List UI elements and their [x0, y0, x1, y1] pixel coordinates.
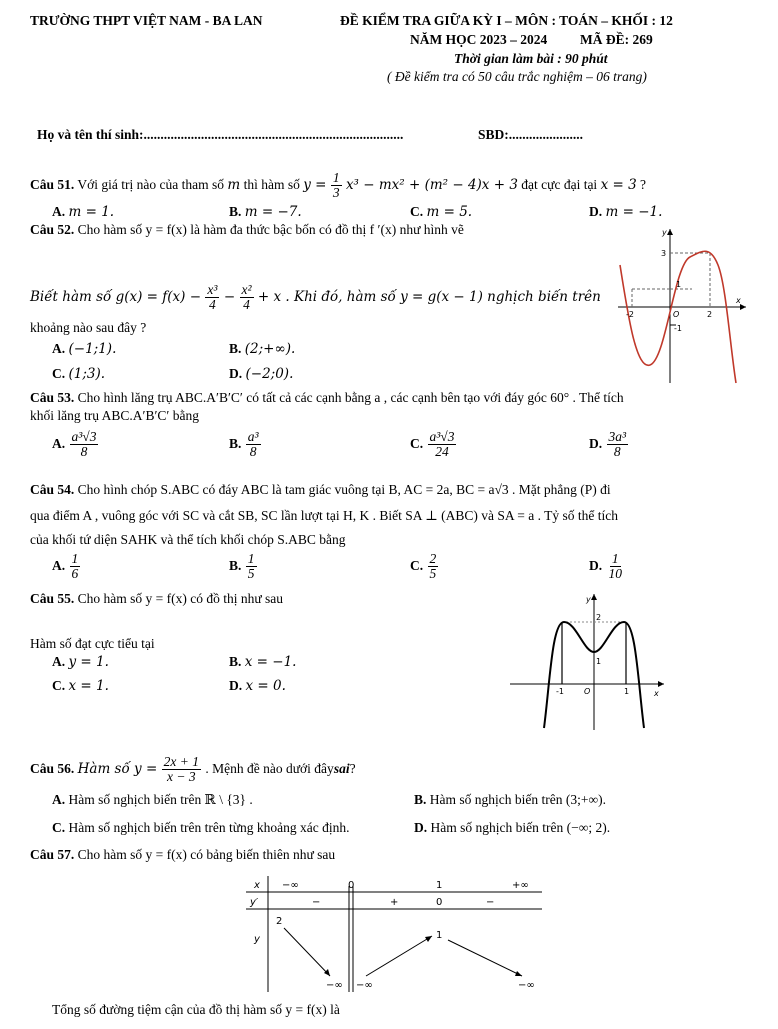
q55-option-a[interactable]	[52, 654, 109, 670]
q52-frac1-num: x³	[207, 282, 218, 298]
x-axis-arrow	[658, 681, 664, 687]
option-key: A.	[52, 557, 66, 573]
q54-option-d[interactable]	[589, 552, 625, 581]
question-57	[30, 847, 335, 863]
q52-line2	[30, 283, 601, 313]
option-key: D.	[229, 366, 243, 381]
q56-text-a: Hàm số y =	[77, 761, 158, 777]
option-text: (−1;1).	[68, 341, 117, 357]
q55-option-c[interactable]	[52, 678, 109, 694]
x-axis-label: x	[654, 689, 659, 698]
frac-num: a³	[247, 429, 259, 444]
option-key: B.	[229, 204, 242, 219]
option-key: C.	[410, 204, 424, 219]
sign-2: +	[390, 897, 399, 908]
q51-condition: x = 3	[600, 177, 637, 193]
option-key: C.	[52, 366, 66, 381]
option-key: C.	[410, 435, 424, 451]
q56-emph: sai	[333, 761, 350, 776]
frac-den: 8	[613, 444, 621, 460]
q56-frac-num: 2x + 1	[163, 754, 199, 770]
sign-zero: 0	[436, 897, 443, 908]
y-val-2: 2	[276, 916, 283, 927]
q55-label: Câu 55.	[30, 591, 75, 606]
school-name: TRƯỜNG THPT VIỆT NAM - BA LAN	[30, 13, 263, 28]
q53-option-c[interactable]	[410, 430, 457, 459]
q53-text: Cho hình lăng trụ ABC.A′B′C′ có tất cả các cạnh bằng a , các cạnh bên tạo với đáy góc 60° . Thể tích	[77, 390, 624, 405]
frac-den: 10	[608, 566, 622, 582]
q52-frac-2	[240, 283, 254, 312]
q57-label: Câu 57.	[30, 847, 75, 862]
y-axis-arrow	[667, 229, 673, 235]
option-text: m = −1.	[605, 204, 663, 220]
q56-option-a[interactable]	[52, 792, 253, 808]
x-val-neg-inf: −∞	[282, 880, 299, 891]
option-key: A.	[52, 204, 66, 219]
q51-option-a[interactable]	[52, 204, 114, 220]
q55-option-b[interactable]	[229, 654, 296, 670]
arrow-head-2	[425, 936, 432, 942]
exam-code: MÃ ĐỀ: 269	[580, 32, 653, 47]
question-55	[30, 591, 283, 607]
frac-den: 5	[247, 566, 255, 582]
sign-3: −	[486, 897, 495, 908]
option-key: A.	[52, 654, 66, 669]
q55-option-d[interactable]	[229, 678, 286, 694]
q55-function-graph	[508, 592, 668, 732]
tick-label-xm1: -1	[556, 687, 564, 696]
tick-label-ym1: -1	[674, 324, 682, 333]
q52-text: Cho hàm số y = f(x) là hàm đa thức bậc bốn có đồ thị f ′(x) như hình vẽ	[77, 222, 464, 237]
frac-den: 6	[71, 566, 79, 582]
exam-note: ( Đề kiểm tra có 50 câu trắc nghiệm – 06 trang)	[387, 69, 647, 84]
y-axis-label: y	[662, 228, 667, 237]
q56-text-b: . Mệnh đề nào dưới đây	[205, 761, 334, 776]
q51-qmark: ?	[640, 177, 647, 192]
q56-frac-den: x − 3	[167, 769, 196, 785]
q56-option-c[interactable]	[52, 820, 350, 836]
q53-label: Câu 53.	[30, 390, 75, 405]
x-val-1: 1	[436, 880, 443, 891]
frac-den: 8	[249, 444, 257, 460]
q52-line2-b: + x . Khi đó, hàm số y = g(x − 1) nghịch biến trên	[257, 289, 601, 305]
tick-label-x1: 1	[624, 687, 630, 696]
q52-minus: −	[223, 289, 236, 305]
q51-formula-right: x³ − mx² + (m² − 4)x + 3	[345, 177, 518, 193]
option-key: C.	[410, 557, 424, 573]
option-text: y = 1.	[68, 654, 109, 670]
q51-fraction	[331, 171, 342, 200]
q52-line3: khoảng nào sau đây ?	[30, 320, 147, 335]
q51-frac-num: 1	[332, 170, 340, 186]
tick-label-y1: 1	[596, 657, 602, 666]
frac-num: 1	[611, 551, 619, 566]
question-51	[30, 170, 646, 201]
q51-option-b[interactable]	[229, 204, 302, 220]
frac-num: 1	[71, 551, 79, 566]
x-axis-arrow	[740, 304, 746, 310]
q56-fraction	[162, 755, 201, 784]
q52-option-c[interactable]	[52, 366, 105, 382]
school-year: NĂM HỌC 2023 – 2024	[410, 32, 548, 47]
option-text: (−2;0).	[245, 366, 294, 382]
sbd-field: SBD:......................	[478, 127, 584, 142]
q51-text-a: Với giá trị nào của tham số	[77, 177, 225, 192]
frac-num: 1	[247, 551, 255, 566]
q51-text-c: đạt cực đại tại	[521, 177, 598, 192]
row-label-y: y	[254, 934, 260, 945]
q51-option-d[interactable]	[589, 204, 662, 220]
tick-label-y2: 2	[596, 613, 602, 622]
y-axis-arrow	[591, 594, 597, 600]
x-val-pos-inf: +∞	[512, 880, 529, 891]
option-text: m = 1.	[68, 204, 115, 220]
option-fraction	[246, 552, 257, 581]
q54-option-b[interactable]	[229, 552, 258, 581]
sign-1: −	[312, 897, 321, 908]
option-key: B.	[229, 341, 242, 356]
option-text: Hàm số nghịch biến trên (3;+∞).	[429, 792, 606, 807]
tick-label-y1: 1	[676, 280, 682, 289]
option-key: B.	[414, 792, 427, 807]
x-axis-label: x	[736, 296, 741, 305]
option-fraction	[607, 552, 625, 581]
frac-num: 2	[429, 551, 437, 566]
option-text: x = 0.	[245, 678, 286, 694]
frac-den: 5	[429, 566, 437, 582]
origin-label: O	[673, 310, 680, 319]
q52-option-b[interactable]	[229, 341, 295, 357]
row-label-yprime: y′	[250, 897, 259, 908]
origin-label: O	[584, 687, 591, 696]
q56-label: Câu 56.	[30, 761, 75, 776]
q56-option-d[interactable]	[414, 820, 610, 836]
y-val-1: 1	[436, 930, 443, 941]
y-axis-label: y	[586, 595, 591, 604]
option-key: D.	[589, 204, 603, 219]
question-56	[30, 752, 356, 786]
q52-line2-a: Biết hàm số g(x) = f(x) −	[30, 289, 202, 305]
option-fraction	[607, 430, 629, 459]
option-key: B.	[229, 557, 242, 573]
option-fraction	[246, 430, 261, 459]
frac-den: 8	[80, 444, 88, 460]
option-fraction	[428, 552, 439, 581]
q55-text: Cho hàm số y = f(x) có đồ thị như sau	[77, 591, 284, 606]
q51-label: Câu 51.	[30, 177, 75, 192]
q51-formula-left: y =	[303, 177, 327, 193]
q52-frac1-den: 4	[209, 297, 216, 313]
option-fraction	[428, 430, 457, 459]
option-key: D.	[229, 678, 243, 693]
exam-time: Thời gian làm bài : 90 phút	[454, 51, 608, 66]
q54-line3: của khối tứ diện SAHK và thể tích khối chóp S.ABC bằng	[30, 532, 346, 547]
q57-text: Cho hàm số y = f(x) có bảng biến thiên như sau	[77, 847, 336, 862]
option-key: C.	[52, 678, 66, 693]
q55-line2: Hàm số đạt cực tiểu tại	[30, 636, 155, 651]
option-key: A.	[52, 341, 66, 356]
frac-den: 24	[435, 444, 449, 460]
q56-qmark: ?	[349, 761, 356, 776]
y-val-neg-inf-end: −∞	[518, 980, 535, 991]
exam-title: ĐỀ KIỂM TRA GIỮA KỲ I – MÔN : TOÁN – KHỐI : 12	[340, 13, 673, 28]
q52-frac2-num: x²	[241, 282, 252, 298]
q52-frac2-den: 4	[243, 297, 250, 313]
option-key: B.	[229, 654, 242, 669]
q54-label: Câu 54.	[30, 482, 75, 497]
q51-text-b: thì hàm số	[243, 177, 300, 192]
question-54	[30, 482, 611, 498]
option-text: m = −7.	[244, 204, 302, 220]
row-label-x: x	[254, 880, 260, 891]
q53-option-d[interactable]	[589, 430, 629, 459]
option-fraction	[70, 552, 81, 581]
option-text: x = 1.	[68, 678, 109, 694]
q57-final-line: Tổng số đường tiệm cận của đồ thị hàm số y = f(x) là	[52, 1002, 340, 1017]
student-name-field: Họ và tên thí sinh:.............................................................................	[37, 127, 404, 142]
q54-option-c[interactable]	[410, 552, 439, 581]
option-text: (2;+∞).	[244, 341, 296, 357]
q51-option-c[interactable]	[410, 204, 472, 220]
q51-frac-den: 3	[332, 185, 340, 201]
arrow-down-2	[448, 940, 522, 976]
q54-text: Cho hình chóp S.ABC có đáy ABC là tam giác vuông tại B, AC = 2a, BC = a√3 . Mặt phẳng (P) đi	[77, 482, 611, 497]
tick-label-x2: 2	[707, 310, 713, 319]
option-text: Hàm số nghịch biến trên ℝ \ {3} .	[68, 792, 253, 807]
question-53	[30, 390, 624, 406]
option-text: Hàm số nghịch biến trên trên từng khoảng xác định.	[68, 820, 350, 835]
q54-line2: qua điểm A , vuông góc với SC và cắt SB, SC lần lượt tại H, K . Biết SA ⊥ (ABC) và SA = a . Tỷ số thể tích	[30, 508, 619, 523]
tick-label-xm2: -2	[626, 310, 634, 319]
q53-option-b[interactable]	[229, 430, 262, 459]
option-text: x = −1.	[244, 654, 297, 670]
tick-label-y3: 3	[661, 249, 667, 258]
arrow-up	[366, 936, 432, 976]
q52-label: Câu 52.	[30, 222, 75, 237]
option-fraction	[70, 430, 99, 459]
x-val-0: 0	[348, 880, 355, 891]
frac-num: a³√3	[71, 429, 97, 444]
q54-option-a[interactable]	[52, 552, 81, 581]
q53-option-a[interactable]	[52, 430, 99, 459]
option-key: D.	[589, 557, 603, 573]
frac-num: 3a³	[608, 429, 627, 444]
q52-option-a[interactable]	[52, 341, 116, 357]
option-key: C.	[52, 820, 66, 835]
q56-option-b[interactable]	[414, 792, 606, 808]
q52-derivative-graph	[614, 225, 750, 385]
arrow-head-3	[515, 971, 522, 976]
q53-line2: khối lăng trụ ABC.A′B′C′ bằng	[30, 408, 199, 423]
variation-table	[240, 876, 546, 996]
option-key: D.	[589, 435, 603, 451]
option-key: A.	[52, 435, 66, 451]
option-text: m = 5.	[426, 204, 473, 220]
y-val-neg-inf-left: −∞	[326, 980, 343, 991]
frac-num: a³√3	[429, 429, 455, 444]
arrow-down-1	[284, 928, 330, 976]
option-key: B.	[229, 435, 242, 451]
q52-option-d[interactable]	[229, 366, 293, 382]
option-text: (1;3).	[68, 366, 106, 382]
option-key: A.	[52, 792, 66, 807]
option-key: D.	[414, 820, 428, 835]
question-52	[30, 222, 464, 238]
q52-frac-1	[205, 283, 219, 312]
y-val-neg-inf-right: −∞	[356, 980, 373, 991]
q51-var-m: m	[227, 177, 241, 193]
option-text: Hàm số nghịch biến trên (−∞; 2).	[430, 820, 611, 835]
